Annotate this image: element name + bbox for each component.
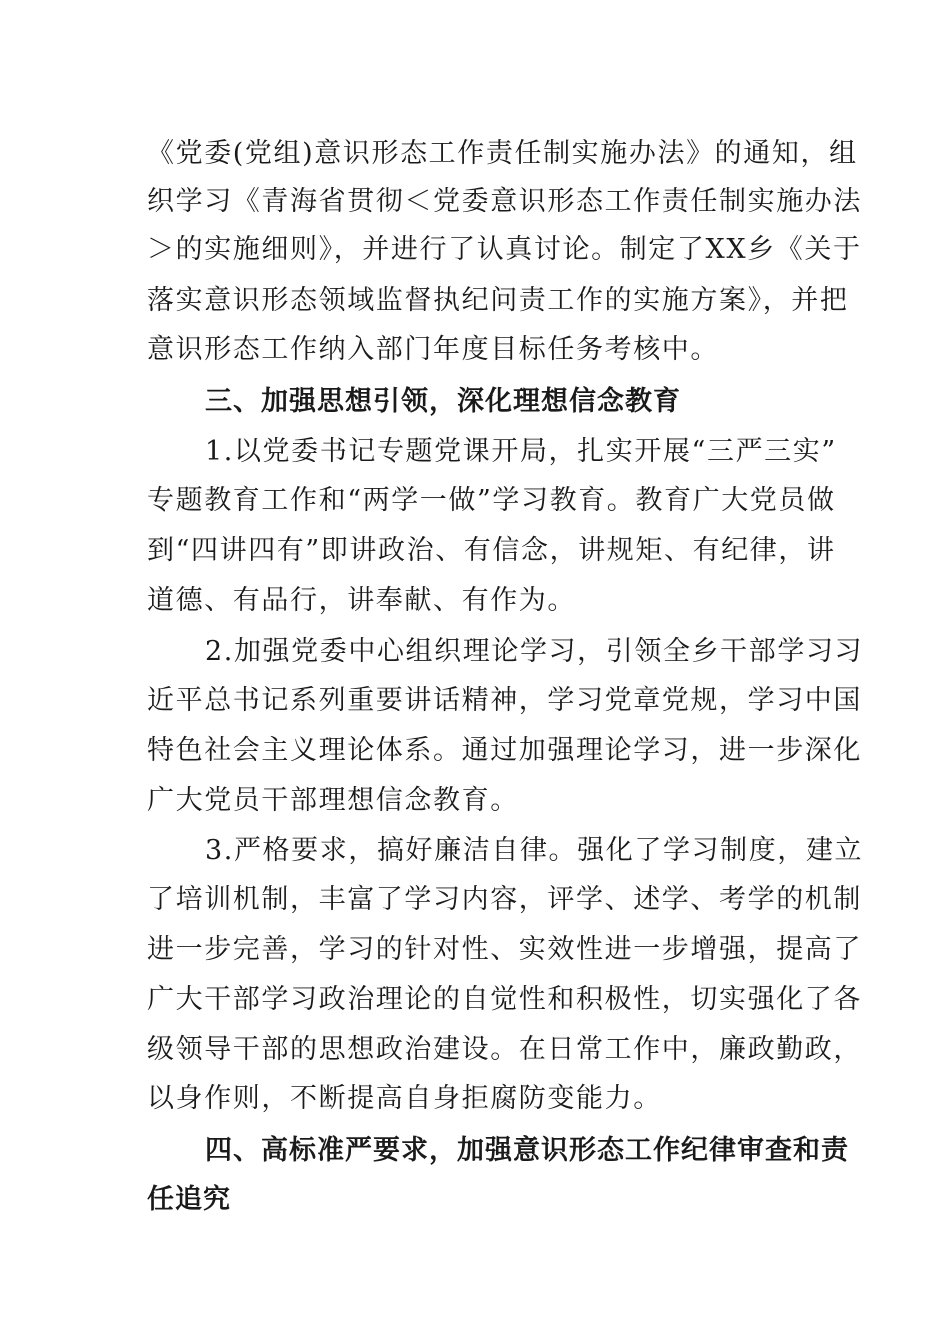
body-text-line: 意识形态工作纳入部门年度目标任务考核中。 (147, 334, 719, 365)
body-text-line: 进一步完善，学习的针对性、实效性进一步增强，提高了 (147, 934, 862, 965)
body-text-line: 近平总书记系列重要讲话精神，学习党章党规，学习中国 (147, 685, 862, 716)
body-text-line: 《党委(党组)意识形态工作责任制实施办法》的通知，组 (147, 138, 858, 169)
section-heading-4: 四、高标准严要求，加强意识形态工作纪律审查和责 (205, 1135, 849, 1166)
body-text-line: 道德、有品行，讲奉献、有作为。 (147, 585, 576, 616)
section-heading-4-continued: 任追究 (147, 1184, 231, 1215)
paragraph-3-line: 3.严格要求，搞好廉洁自律。强化了学习制度，建立 (205, 835, 864, 866)
paragraph-1-line: 1.以党委书记专题党课开局，扎实开展“三严三实” (205, 436, 837, 467)
body-text-line: ＞的实施细则》，并进行了认真讨论。制定了XX乡《关于 (147, 234, 862, 265)
paragraph-2-line: 2.加强党委中心组织理论学习，引领全乡干部学习习 (205, 636, 864, 667)
body-text-line: 织学习《青海省贯彻＜党委意识形态工作责任制实施办法 (147, 186, 862, 217)
body-text-line: 以身作则，不断提高自身拒腐防变能力。 (147, 1083, 662, 1114)
body-text-line: 特色社会主义理论体系。通过加强理论学习，进一步深化 (147, 735, 862, 766)
body-text-line: 到“四讲四有”即讲政治、有信念，讲规矩、有纪律，讲 (147, 535, 836, 566)
body-text-line: 专题教育工作和“两学一做”学习教育。教育广大党员做 (147, 485, 836, 516)
body-text-line: 落实意识形态领域监督执纪问责工作的实施方案》，并把 (147, 285, 849, 316)
section-heading-3: 三、加强思想引领，深化理想信念教育 (205, 386, 681, 417)
body-text-line: 级领导干部的思想政治建设。在日常工作中，廉政勤政， (147, 1034, 862, 1065)
body-text-line: 了培训机制，丰富了学习内容，评学、述学、考学的机制 (147, 884, 862, 915)
body-text-line: 广大干部学习政治理论的自觉性和积极性，切实强化了各 (147, 984, 862, 1015)
body-text-line: 广大党员干部理想信念教育。 (147, 785, 519, 816)
